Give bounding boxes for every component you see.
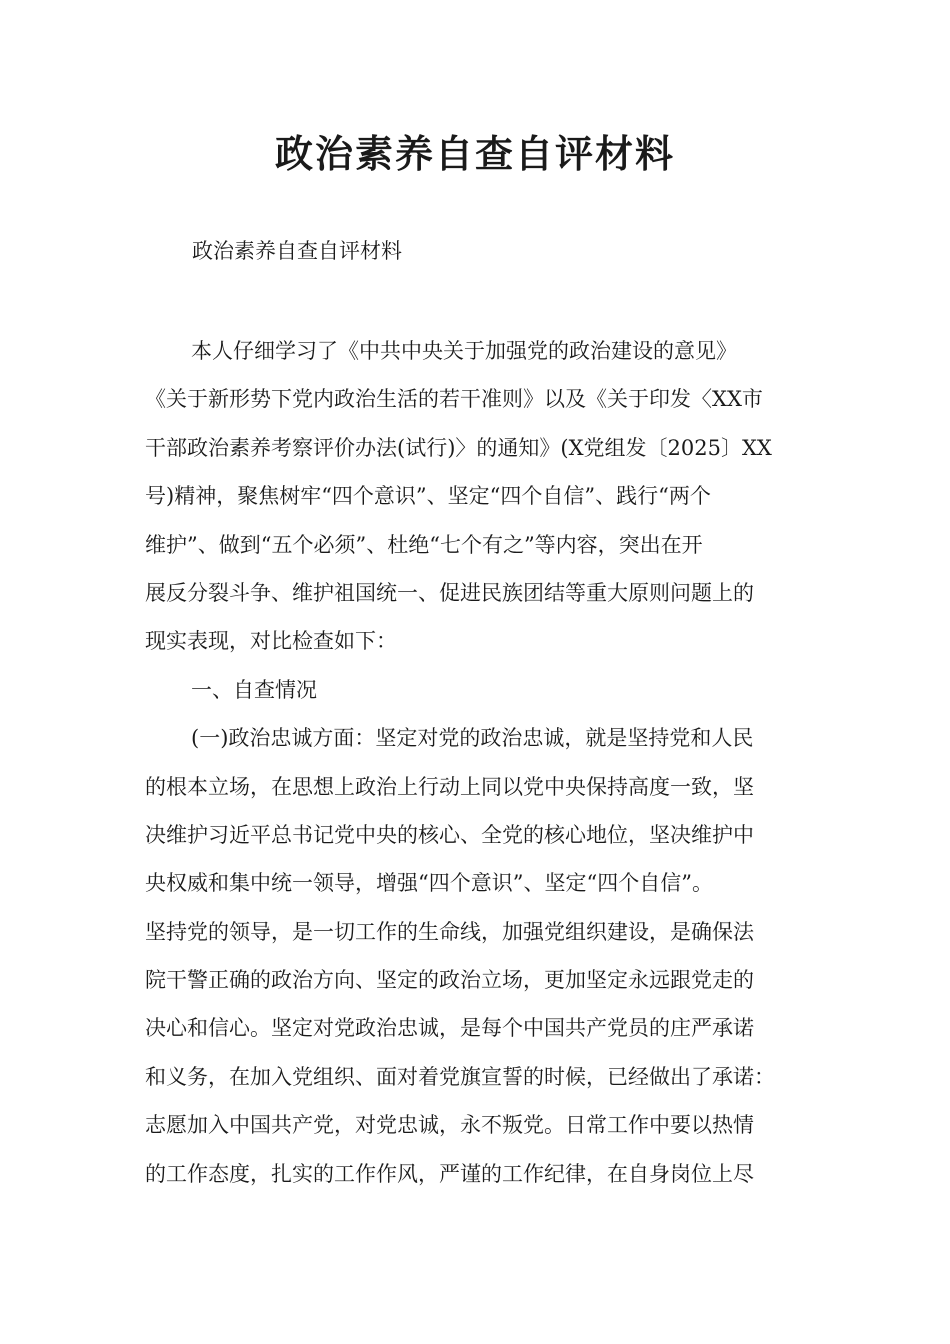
body-line: 院干警正确的政治方向、坚定的政治立场，更加坚定永远跟党走的 (145, 968, 754, 993)
document-subtitle: 政治素养自查自评材料 (192, 239, 402, 263)
body-line: 干部政治素养考察评价办法(试行)〉的通知》(X党组发〔2025〕XX (145, 435, 772, 460)
body-line: 维护”、做到“五个必须”、杜绝“七个有之”等内容，突出在开 (145, 532, 703, 557)
body-line: 和义务，在加入党组织、面对着党旗宣誓的时候，已经做出了承诺： (145, 1064, 775, 1089)
body-line: 现实表现，对比检查如下： (145, 629, 397, 654)
body-line: 的工作态度，扎实的工作作风，严谨的工作纪律，在自身岗位上尽 (145, 1161, 754, 1186)
body-line: 央权威和集中统一领导，增强“四个意识”、坚定“四个自信”。 (145, 871, 713, 896)
document-body (145, 332, 815, 1203)
body-line: 的根本立场，在思想上政治上行动上同以党中央保持高度一致，坚 (145, 774, 754, 799)
body-line: (一)政治忠诚方面：坚定对党的政治忠诚，就是坚持党和人民 (191, 726, 754, 751)
body-line: 坚持党的领导，是一切工作的生命线，加强党组织建设，是确保法 (145, 919, 754, 944)
body-line: 本人仔细学习了《中共中央关于加强党的政治建设的意见》 (191, 339, 737, 363)
body-line: 号)精神，聚焦树牢“四个意识”、坚定“四个自信”、践行“两个 (145, 484, 711, 509)
body-line: 决维护习近平总书记党中央的核心、全党的核心地位，坚决维护中 (145, 822, 754, 847)
body-line: 《关于新形势下党内政治生活的若干准则》以及《关于印发〈XX市 (145, 387, 763, 412)
document-title: 政治素养自查自评材料 (274, 132, 675, 176)
body-line: 一、自查情况 (191, 677, 317, 702)
body-line: 志愿加入中国共产党，对党忠诚，永不叛党。日常工作中要以热情 (145, 1113, 754, 1138)
body-line: 决心和信心。坚定对党政治忠诚，是每个中国共产党员的庄严承诺 (145, 1016, 754, 1041)
body-line: 展反分裂斗争、维护祖国统一、促进民族团结等重大原则问题上的 (145, 580, 754, 605)
